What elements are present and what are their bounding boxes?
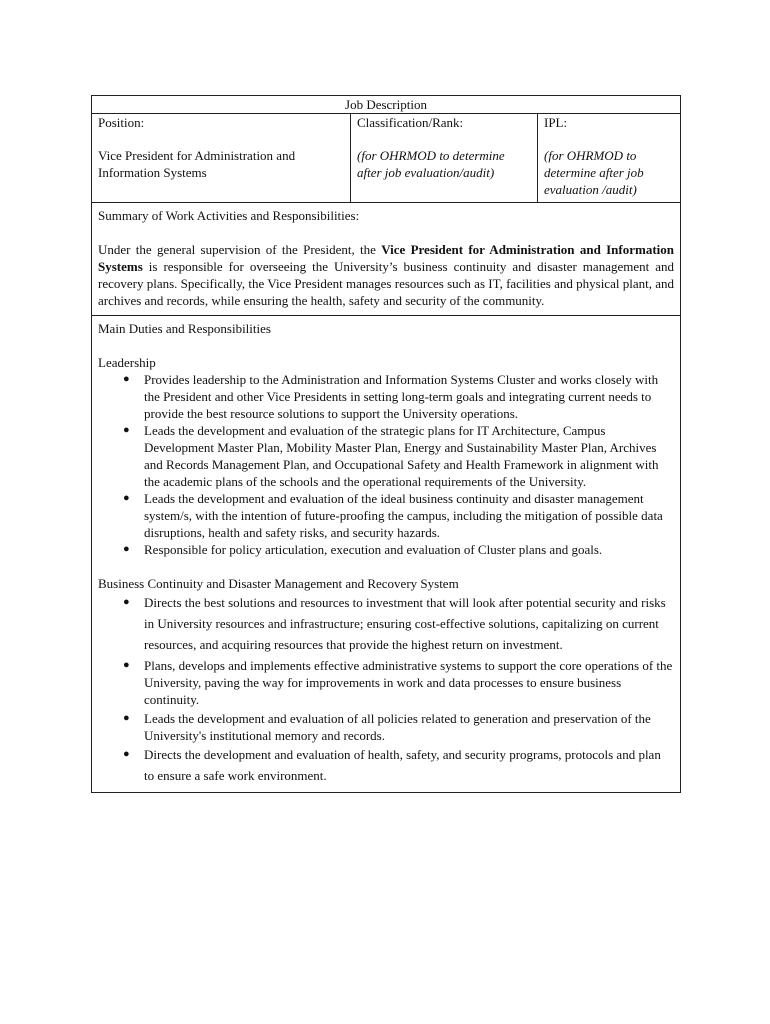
position-cell <box>92 114 351 202</box>
leadership-list <box>98 371 674 558</box>
list-item <box>123 710 674 744</box>
job-description-table <box>91 95 681 793</box>
bullet-icon: ● <box>123 424 130 436</box>
summary-section <box>92 203 680 315</box>
list-item <box>123 371 674 422</box>
bullet-icon: ● <box>123 659 130 671</box>
position-label: Position: <box>98 115 145 130</box>
list-item <box>123 744 674 786</box>
bullet-icon: ● <box>123 748 130 760</box>
list-item <box>123 490 674 541</box>
table-title: Job Description <box>92 96 680 114</box>
bullet-icon: ● <box>123 712 130 724</box>
list-item-text: Responsible for policy articulation, execution and evaluation of Cluster plans and goals. <box>144 542 603 557</box>
summary-heading: Summary of Work Activities and Responsibilities: <box>98 208 360 223</box>
list-item <box>123 422 674 490</box>
ipl-value: (for OHRMOD to determine after job evaluation /audit) <box>544 148 644 197</box>
bullet-icon: ● <box>123 373 130 385</box>
list-item-text: Directs the development and evaluation of health, safety, and security programs, protocols and plan to ensure a safe work environment. <box>144 747 661 783</box>
list-item-text: Leads the development and evaluation of the strategic plans for IT Architecture, Campus Development Master Plan, Mobility Master Plan, Energy and Sustainability Master Plan, Archives and Records Management Plan, and Occupational Safety and Health Framework in alignment with the academic plans of the schools and the operational requirements of the University. <box>144 423 659 489</box>
classification-value: (for OHRMOD to determine after job evaluation/audit) <box>357 148 505 180</box>
classification-cell <box>351 114 538 202</box>
ipl-cell <box>538 114 680 202</box>
list-item <box>123 541 674 558</box>
bullet-icon: ● <box>123 492 130 504</box>
list-item-text: Leads the development and evaluation of all policies related to generation and preservation of the University's institutional memory and records. <box>144 711 651 743</box>
list-item-text: Directs the best solutions and resources to investment that will look after potential security and risks in University resources and infrastructure; ensuring cost-effective solutions, capitalizing on current resources, and acquiring resources that provide the highest return on investment. <box>144 595 666 652</box>
list-item <box>123 592 674 655</box>
list-item <box>123 657 674 708</box>
summary-text-start: Under the general supervision of the President, the <box>98 242 382 257</box>
list-item-text: Leads the development and evaluation of the ideal business continuity and disaster management system/s, with the intention of future-proofing the campus, including the mitigation of possible data disruptions, health and safety risks, and security hazards. <box>144 491 663 540</box>
position-row <box>92 114 680 203</box>
duties-section <box>92 315 680 792</box>
summary-text-end: is responsible for overseeing the University’s business continuity and disaster management and recovery plans. Specifically, the Vice President manages resources such as IT, facilities and physical plant, and archives and records, while ensuring the health, safety and security of the community. <box>98 259 674 308</box>
classification-label: Classification/Rank: <box>357 115 464 130</box>
leadership-heading: Leadership <box>98 355 156 370</box>
ipl-label: IPL: <box>544 115 568 130</box>
list-item-text: Provides leadership to the Administration and Information Systems Cluster and works closely with the President and other Vice Presidents in setting long-term goals and integrating current needs to provide the best resource solutions to support the University operations. <box>144 372 659 421</box>
duties-heading: Main Duties and Responsibilities <box>98 321 271 336</box>
position-value: Vice President for Administration and Information Systems <box>98 148 296 180</box>
list-item-text: Plans, develops and implements effective administrative systems to support the core operations of the University, paving the way for improvements in work and data processes to ensure business continuity. <box>144 658 673 707</box>
summary-role-name: Vice President for Administration and Information Systems <box>98 242 674 274</box>
bullet-icon: ● <box>123 543 130 555</box>
bcdm-list <box>98 592 674 786</box>
summary-paragraph <box>98 241 674 309</box>
bcdm-heading: Business Continuity and Disaster Management and Recovery System <box>98 576 459 591</box>
bullet-icon: ● <box>123 596 130 608</box>
